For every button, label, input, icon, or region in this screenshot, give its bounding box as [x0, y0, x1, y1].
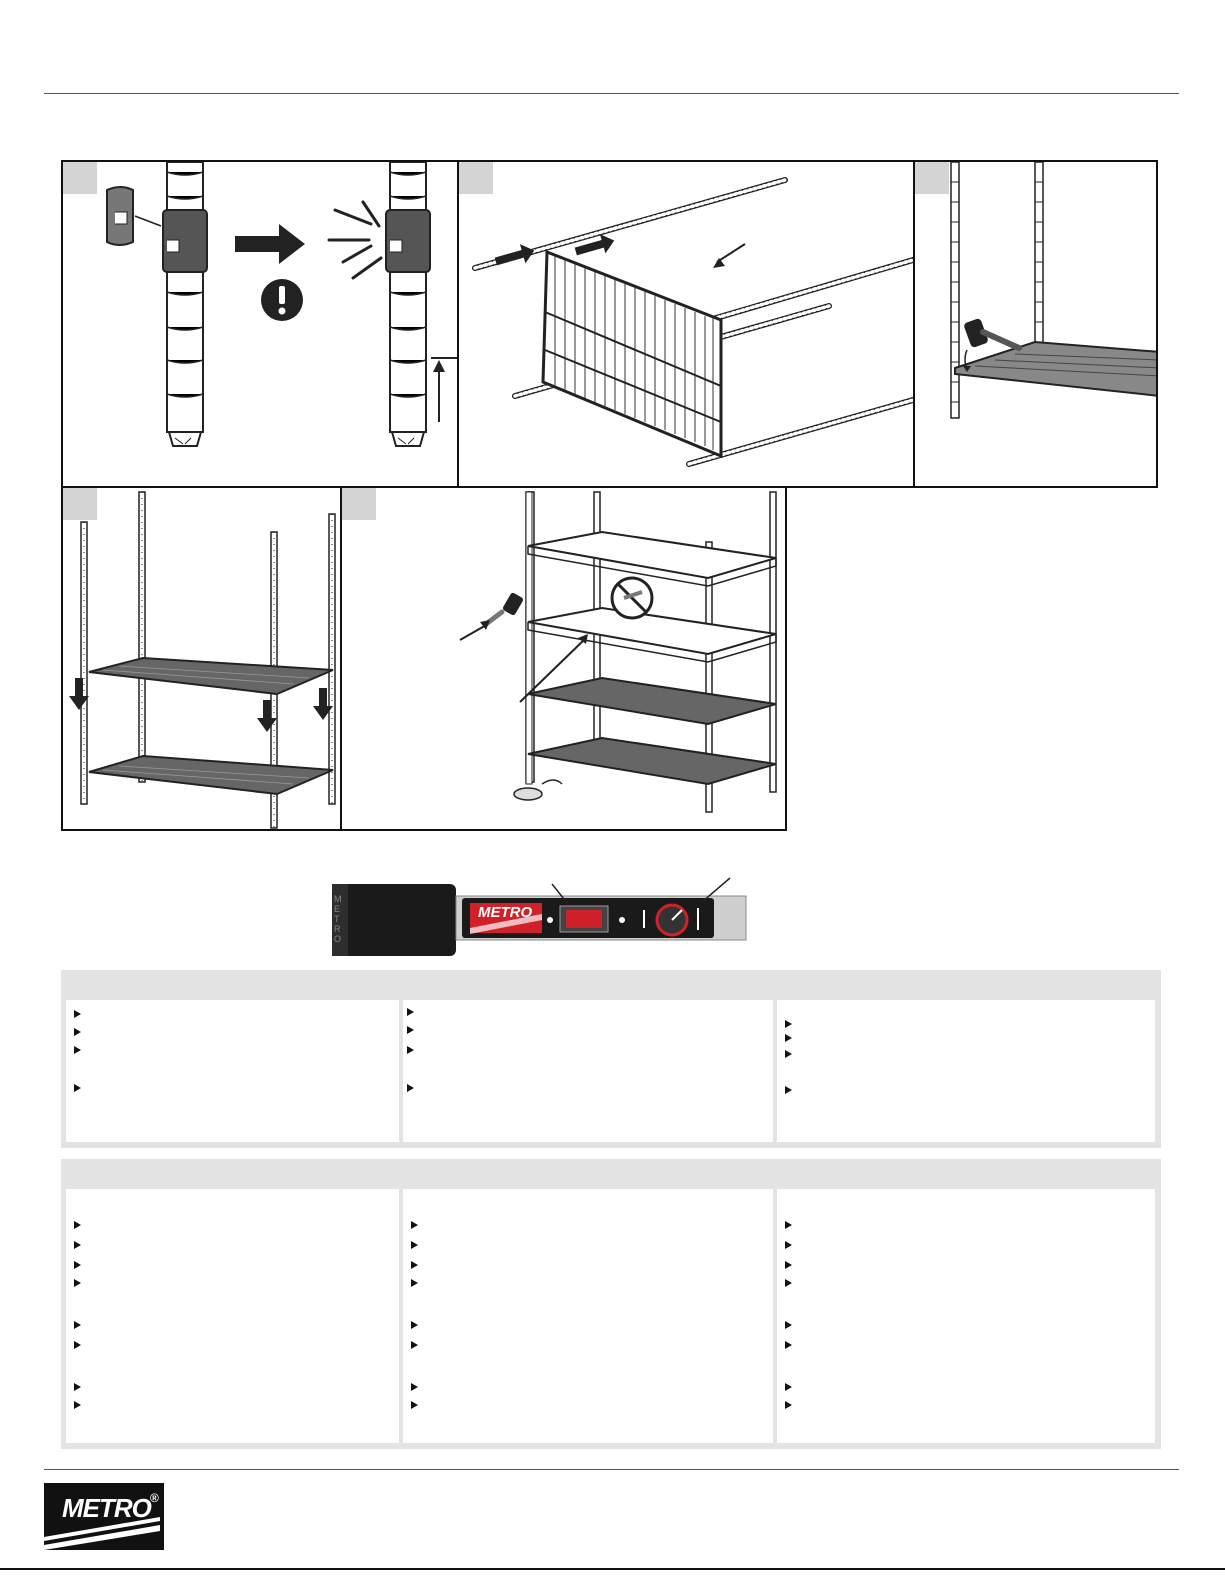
figure-step-2: [457, 160, 915, 488]
table1-col-3: [777, 1000, 1155, 1142]
figure-step-5: [340, 486, 787, 831]
control-panel-illustration: [330, 876, 750, 968]
header-rule: [44, 93, 1179, 94]
post-adjust-icon: [63, 488, 342, 831]
table2-col-1: [66, 1189, 399, 1443]
footer-rule: [44, 1469, 1179, 1470]
table1-header-3: [777, 970, 1161, 1000]
table2-col-3: [777, 1189, 1155, 1443]
figure-step-4: [61, 486, 342, 831]
logo-text: METRO: [62, 1493, 151, 1523]
metro-logo: [44, 1483, 164, 1550]
table2-header-1: [61, 1159, 399, 1189]
table1-header-2: [403, 970, 773, 1000]
figure-step-3: [913, 160, 1158, 488]
wire-shelf-icon: [459, 162, 915, 488]
table2-col-2: [403, 1189, 773, 1443]
control-logo: METRO: [478, 904, 533, 921]
shelving-unit-icon: [342, 488, 787, 831]
table1-col-1: [66, 1000, 399, 1142]
table1-col-2: [403, 1000, 773, 1142]
table1-header-1: [61, 970, 399, 1000]
mallet-icon: [915, 162, 1158, 488]
table2-header-2: [403, 1159, 773, 1189]
collar-illustration: [63, 162, 459, 488]
housing-label: METRO: [334, 894, 342, 944]
logo-mark: ®: [150, 1491, 158, 1505]
table2-header-3: [777, 1159, 1161, 1189]
info-table-1: [61, 970, 1161, 1148]
figure-step-1: [61, 160, 459, 488]
info-table-2: [61, 1159, 1161, 1449]
bottom-rule: [0, 1568, 1225, 1570]
